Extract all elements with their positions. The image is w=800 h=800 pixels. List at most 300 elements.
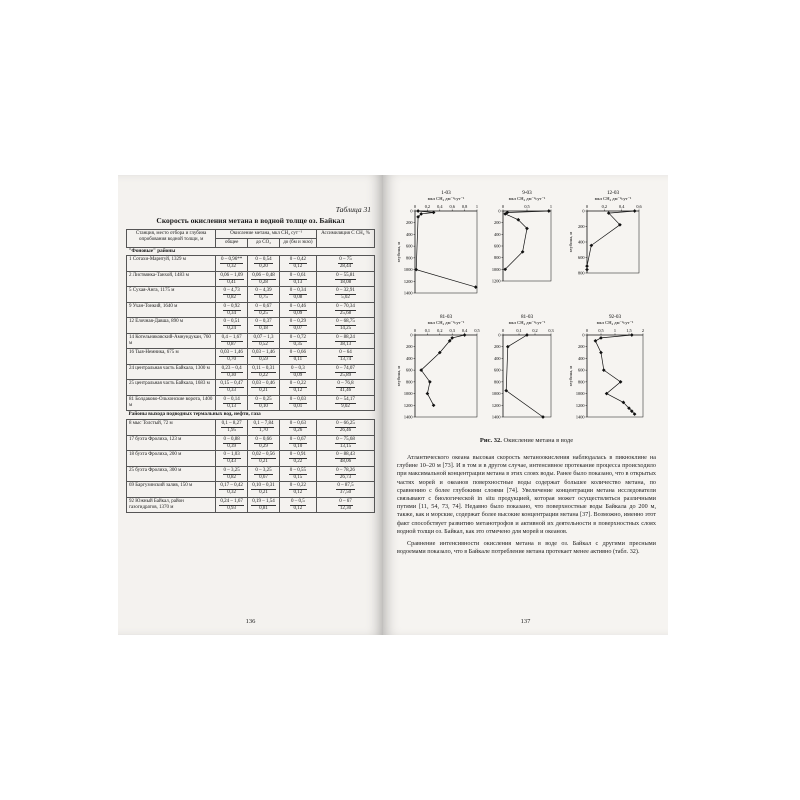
value-fraction <box>252 421 274 434</box>
value-fraction <box>336 483 354 496</box>
y-tick-label: 1400 <box>575 414 585 420</box>
left-page <box>118 175 383 635</box>
value-fraction <box>223 468 241 481</box>
series-line <box>505 211 549 269</box>
x-tick-label: 0,8 <box>461 204 468 209</box>
range-value: 0,03 – 0,46 <box>252 381 275 387</box>
value-fraction <box>335 335 356 348</box>
range-value: 0 – 32,91 <box>336 288 355 294</box>
value-fraction <box>251 366 275 379</box>
value-fraction <box>220 257 243 270</box>
x-tick-label: 0,2 <box>532 328 538 333</box>
section-row <box>127 247 375 256</box>
mean-value: 0,75 <box>259 295 268 301</box>
station-cell: 69 Баргузинский залив, 150 м <box>127 482 216 498</box>
range-value: 0 – 0,96** <box>221 257 243 263</box>
mean-value: 0,12 <box>293 388 303 394</box>
value-fraction <box>219 350 244 363</box>
range-value: 0 – 4,39 <box>255 288 272 294</box>
y-tick-label: 1000 <box>491 391 501 397</box>
cells-cell <box>279 349 316 365</box>
y-tick-label: 0 <box>410 332 413 338</box>
right-page <box>383 175 668 635</box>
depth-profile-charts <box>397 185 656 435</box>
total-cell <box>216 435 248 451</box>
y-axis-label: глубина, м <box>568 365 573 387</box>
station-cell: 25 центральная часть Байкала, 1683 м <box>127 380 216 396</box>
chart-title: 12-03 <box>606 190 620 196</box>
station-cell: 92 Южный Байкал, район газогидратов, 1370 м <box>127 497 216 513</box>
mean-value: 41,46 <box>339 388 352 394</box>
value-fraction <box>251 381 276 394</box>
cells-cell <box>279 271 316 287</box>
co2-cell <box>248 482 280 498</box>
station-cell: 16 Тыя-Немника, 675 м <box>127 349 216 365</box>
value-fraction <box>251 499 276 512</box>
assim-cell <box>316 380 374 396</box>
y-tick-label: 200 <box>494 344 501 350</box>
range-value: 0 – 0,63 <box>289 421 307 427</box>
range-value: 0 – 0,22 <box>289 483 307 489</box>
assim-cell <box>316 256 374 272</box>
cells-cell <box>279 420 316 436</box>
y-tick-label: 400 <box>494 355 501 361</box>
station-cell: 14 Котельниковский-Амнундукан, 760 м <box>127 333 216 349</box>
co2-cell <box>248 466 280 482</box>
station-cell: 18 бухта Фролиха, 200 м <box>127 451 216 467</box>
value-fraction <box>223 452 241 465</box>
mean-value: 0,29 <box>259 443 268 449</box>
range-value: 0,03 – 1,46 <box>252 350 275 356</box>
station-cell: 81 Болдаково-Ольхонские ворота, 1400 м <box>127 395 216 411</box>
y-tick-label: 0 <box>582 332 585 338</box>
mean-value: 0,20 <box>259 264 268 270</box>
station-cell: 12 Елочная-Давша, 890 м <box>127 318 216 334</box>
assim-cell <box>316 395 374 411</box>
mean-value: 0,21 <box>259 388 268 394</box>
y-axis-label: глубина, м <box>568 231 573 253</box>
table-caption: Таблица 31 <box>335 205 371 214</box>
assim-cell <box>316 420 374 436</box>
value-fraction <box>251 350 276 363</box>
total-cell <box>216 482 248 498</box>
chart-unit-label: мкл CH₄ дм⁻³сут⁻¹ <box>427 320 465 325</box>
value-fraction <box>254 397 272 410</box>
y-tick-label: 0 <box>498 208 501 214</box>
range-value: 0 – 68,75 <box>336 319 355 325</box>
mean-value: 9,02 <box>341 403 350 409</box>
mean-value: 12,30 <box>339 505 352 511</box>
table-body <box>127 247 375 513</box>
value-fraction <box>219 273 244 286</box>
value-fraction <box>290 499 306 512</box>
section-row <box>127 411 375 420</box>
x-tick-label: 0,1 <box>516 328 522 333</box>
cells-cell <box>279 318 316 334</box>
range-value: 0 – 0,46 <box>289 303 307 309</box>
value-fraction <box>289 381 307 394</box>
value-fraction <box>251 452 276 465</box>
range-value: 0 – 0,5 <box>291 498 305 504</box>
total-cell <box>216 466 248 482</box>
x-tick-label: 1 <box>613 328 617 333</box>
chart-frame <box>415 211 477 293</box>
mean-value: 1,95 <box>227 428 237 434</box>
table-row <box>127 256 375 272</box>
range-value: 0 – 0,61 <box>289 272 307 278</box>
mean-value: 0,82 <box>227 474 237 480</box>
range-value: 0,06 – 0,48 <box>252 272 275 278</box>
range-value: 0 – 0,51 <box>223 319 240 325</box>
x-tick-label: 1 <box>549 204 553 209</box>
assim-cell <box>316 482 374 498</box>
mean-value: 0,01 <box>293 403 303 409</box>
mean-value: 0,87 <box>227 341 237 347</box>
x-tick-label: 0 <box>413 204 417 209</box>
x-tick-label: 0,1 <box>424 328 431 333</box>
assim-cell <box>316 333 374 349</box>
table-row <box>127 435 375 451</box>
value-fraction <box>223 437 241 450</box>
data-point <box>525 333 529 337</box>
mean-value: 14,25 <box>339 326 352 332</box>
paragraph-1: Атлантического океана высокая скорость метаноокисления наблюдалась в пикноклине на глубине 10–20 м [73]. И в том и в другом случае, интенсивное протекание процесса происходило при максимальной концентрации метана в этих слоях воды. Ранее было показано, что в открытых частях морей и океанов поверхностные воды содержат большее количество метана, по сравнению с более глубокими слоями [74]. Увеличение концентрации метана исследователи связывают с биологической in situ продукцией, которая может осуществляться различными путями [11, 54, 73, 74]. Недавно было показано, что поверхностные воды Байкала до 200 м, также, как и морские, содержат более высокие концентрации метана [37]. Возможно, именно этот факт способствует развитию метанотрофов и активной их деятельности в поверхностных слоях водной толщи оз. Байкал, как это отмечено для морей и океанов. <box>397 454 656 535</box>
co2-cell <box>248 318 280 334</box>
x-tick-label: 0,5 <box>524 204 530 209</box>
assim-cell <box>316 318 374 334</box>
co2-cell <box>248 380 280 396</box>
table-row <box>127 318 375 334</box>
figure-32 <box>397 185 656 435</box>
range-value: 0 – 0,42 <box>289 257 307 263</box>
chart-frame <box>415 335 477 417</box>
y-tick-label: 400 <box>578 355 585 361</box>
mean-value: 13,15 <box>339 443 352 449</box>
value-fraction <box>254 437 272 450</box>
cells-cell <box>279 395 316 411</box>
range-value: 0,19 – 1,54 <box>252 498 275 504</box>
total-cell <box>216 451 248 467</box>
range-value: 0 – 88,24 <box>336 334 355 340</box>
mean-value: 0,22 <box>293 459 303 465</box>
y-tick-label: 1400 <box>491 414 501 420</box>
mean-value: 0,41 <box>227 279 237 285</box>
mean-value: 0,12 <box>293 505 303 511</box>
chart-title: 9-03 <box>522 190 532 196</box>
y-tick-label: 1200 <box>491 402 501 408</box>
y-tick-label: 1400 <box>403 290 413 296</box>
range-value: 0,15 – 0,47 <box>220 381 243 387</box>
y-tick-label: 1000 <box>491 266 501 272</box>
range-value: 0 – 0,67 <box>255 303 272 309</box>
data-point <box>416 209 420 213</box>
mean-value: 25,68 <box>339 310 352 316</box>
y-tick-label: 0 <box>582 208 585 214</box>
mean-value: 0,33 <box>227 388 237 394</box>
mean-value: 0,43 <box>227 459 237 465</box>
x-tick-label: 0 <box>501 204 505 209</box>
range-value: 0 – 88,43 <box>336 452 355 458</box>
co2-cell <box>248 435 280 451</box>
data-point <box>585 268 589 272</box>
range-value: 0 – 0,34 <box>289 288 307 294</box>
assim-cell <box>316 364 374 380</box>
co2-cell <box>248 271 280 287</box>
x-tick-label: 0 <box>585 328 589 333</box>
assim-cell <box>316 271 374 287</box>
series-line <box>587 211 635 270</box>
figure-number: Рис. 32. <box>479 437 502 444</box>
range-value: 0 – 0,92 <box>223 303 240 309</box>
mean-value: 0,35 <box>293 341 303 347</box>
range-value: 0 – 1,03 <box>223 452 240 458</box>
y-tick-label: 800 <box>578 270 585 276</box>
value-fraction <box>254 319 272 332</box>
co2-cell <box>248 364 280 380</box>
mean-value: 0,32 <box>227 490 237 496</box>
mean-value: 0,18 <box>259 326 268 332</box>
mean-value: 25,89 <box>339 372 352 378</box>
value-fraction <box>254 468 272 481</box>
range-value: 0 – 75,68 <box>336 436 355 442</box>
mean-value: 0,70 <box>227 357 237 363</box>
oxidation-group-header: Окисление метана, мкл CH₄ сут⁻¹ <box>216 230 317 239</box>
table-row <box>127 466 375 482</box>
range-value: 0 – 0,54 <box>255 257 272 263</box>
value-fraction <box>289 397 307 410</box>
value-fraction <box>335 437 356 450</box>
chart-unit-label: мкл CH₄ дм⁻³сут⁻¹ <box>508 196 546 201</box>
x-tick-label: 0,5 <box>474 328 480 333</box>
y-tick-label: 400 <box>406 231 413 237</box>
mean-value: 18,08 <box>339 279 352 285</box>
x-tick-label: 0 <box>413 328 417 333</box>
y-tick-label: 600 <box>578 255 585 260</box>
value-fraction <box>223 304 241 317</box>
table-row <box>127 482 375 498</box>
x-tick-label: 1 <box>475 204 479 209</box>
y-tick-label: 200 <box>406 220 413 226</box>
y-tick-label: 600 <box>406 367 413 373</box>
value-fraction <box>335 273 356 286</box>
y-tick-label: 1000 <box>403 391 413 397</box>
co2-cell <box>248 349 280 365</box>
x-tick-label: 0,6 <box>449 204 455 209</box>
x-tick-label: 0,4 <box>437 204 443 209</box>
mean-value: 26,73 <box>339 474 352 480</box>
table-title: Скорость окисления метана в водной толще оз. Байкал <box>156 216 345 225</box>
chart-frame <box>587 335 643 417</box>
chart-unit-label: мкл CH₄ дм⁻³сут⁻¹ <box>596 320 634 325</box>
open-book <box>118 175 668 635</box>
y-tick-label: 0 <box>498 332 501 338</box>
range-value: 0,4 – 1,67 <box>221 334 242 340</box>
y-tick-label: 800 <box>494 255 501 261</box>
cells-cell <box>279 364 316 380</box>
mean-value: 0,13 <box>293 279 303 285</box>
mean-value: 0,59 <box>259 357 268 363</box>
value-fraction <box>335 397 356 410</box>
cells-cell <box>279 435 316 451</box>
range-value: 0,07 – 1,3 <box>253 334 274 340</box>
range-value: 0 – 70,34 <box>336 303 355 309</box>
table-row <box>127 497 375 513</box>
table-row <box>127 302 375 318</box>
value-fraction <box>335 366 356 379</box>
x-tick-label: 0 <box>501 328 505 333</box>
figure-caption <box>397 437 656 444</box>
station-cell: 5 Сухая-Анга, 1175 м <box>127 287 216 303</box>
assimilation-header: Ассимиляция C CH₄ % <box>316 230 374 248</box>
co2-header: до CO₂ <box>248 238 280 247</box>
mean-value: 0,15 <box>293 474 303 480</box>
mean-value: 0,22 <box>259 372 268 378</box>
total-cell <box>216 349 248 365</box>
mean-value: 0,32 <box>227 264 237 270</box>
assim-cell <box>316 466 374 482</box>
station-cell: 17 бухта Фролиха, 123 м <box>127 435 216 451</box>
x-tick-label: 0 <box>585 204 589 209</box>
mean-value: 0,52 <box>259 341 268 347</box>
series-line <box>506 335 543 417</box>
series-line <box>595 335 634 414</box>
range-value: 0,06 – 1,09 <box>220 272 243 278</box>
range-value: 0 – 87,5 <box>337 483 354 489</box>
total-cell <box>216 395 248 411</box>
value-fraction <box>289 437 307 450</box>
mean-value: 0,21 <box>259 459 268 465</box>
data-point <box>599 336 603 340</box>
value-fraction <box>254 304 272 317</box>
value-fraction <box>289 452 307 465</box>
range-value: 0 – 0,37 <box>255 319 272 325</box>
range-value: 0,03 – 1,46 <box>220 350 243 356</box>
assim-cell <box>316 451 374 467</box>
range-value: 0,1 – 8,27 <box>221 421 242 427</box>
data-point <box>547 209 551 213</box>
value-fraction <box>289 304 307 317</box>
mean-value: 0,12 <box>293 264 303 270</box>
range-value: 0 – 78,26 <box>336 467 355 473</box>
table-row <box>127 380 375 396</box>
chart-unit-label: мкл CH₄ дм⁻³сут⁻¹ <box>427 196 465 201</box>
co2-cell <box>248 333 280 349</box>
x-tick-label: 0,5 <box>598 328 604 333</box>
range-value: 0 – 76,8 <box>337 381 354 387</box>
range-value: 0,02 – 0,56 <box>252 452 275 458</box>
y-tick-label: 1000 <box>575 391 585 397</box>
mean-value: 0,10 <box>293 443 303 449</box>
range-value: 0 – 54,17 <box>336 396 355 402</box>
y-tick-label: 1200 <box>491 278 501 284</box>
cells-cell <box>279 287 316 303</box>
range-value: 0 – 4,73 <box>223 288 240 294</box>
paragraph-2: Сравнение интенсивности окисления метана в воде оз. Байкал с другими пресными водоемами показало, что в Байкале потребление метана протекает менее активно (табл. 32). <box>397 539 656 556</box>
mean-value: 0,81 <box>259 505 268 511</box>
x-tick-label: 0,3 <box>548 328 554 333</box>
page-number-right: 137 <box>520 618 531 625</box>
cells-cell <box>279 302 316 318</box>
value-fraction <box>335 421 356 434</box>
figure-caption-text: Окисление метана в воде <box>503 437 574 444</box>
value-fraction <box>335 468 356 481</box>
assim-cell <box>316 435 374 451</box>
x-tick-label: 0,4 <box>618 204 625 209</box>
mean-value: 26,46 <box>339 428 352 434</box>
data-point <box>426 392 430 396</box>
table-row <box>127 287 375 303</box>
range-value: 0 – 3,25 <box>223 467 240 473</box>
data-point <box>432 403 436 407</box>
value-fraction <box>219 381 244 394</box>
range-value: 0 – 66,25 <box>336 421 355 427</box>
value-fraction <box>338 350 353 363</box>
mean-value: 1,70 <box>259 428 268 434</box>
value-fraction <box>219 483 244 496</box>
table-row <box>127 271 375 287</box>
mean-value: 0,08 <box>293 295 303 301</box>
mean-value: 0,21 <box>259 490 268 496</box>
y-tick-label: 400 <box>494 231 501 237</box>
x-tick-label: 0,4 <box>461 328 468 333</box>
co2-cell <box>248 256 280 272</box>
mean-value: 0,34 <box>227 310 237 316</box>
y-tick-label: 1200 <box>403 278 413 284</box>
cells-cell <box>279 333 316 349</box>
chart-unit-label: мкл CH₄ дм⁻³сут⁻¹ <box>508 320 546 325</box>
value-fraction <box>219 499 244 512</box>
assim-cell <box>316 497 374 513</box>
assim-cell <box>316 349 374 365</box>
mean-value: 0,25 <box>259 310 268 316</box>
value-fraction <box>221 335 243 348</box>
range-value: 0 – 0,14 <box>223 396 240 402</box>
y-tick-label: 800 <box>494 379 501 385</box>
mean-value: 0,24 <box>227 326 237 332</box>
range-value: 0,1 – 7,84 <box>253 421 274 427</box>
range-value: 0 – 0,66 <box>289 350 307 356</box>
range-value: 0 – 0,3 <box>291 365 305 371</box>
co2-cell <box>248 451 280 467</box>
mean-value: 28,44 <box>339 264 352 270</box>
value-fraction <box>338 257 353 270</box>
y-tick-label: 1200 <box>403 402 413 408</box>
total-cell <box>216 287 248 303</box>
y-tick-label: 200 <box>578 224 585 229</box>
x-tick-label: 0,2 <box>601 204 608 209</box>
range-value: 0,24 – 1,67 <box>220 498 243 504</box>
total-header: общее <box>216 238 248 247</box>
station-header: Станция, место отбора и глубина опробования водной толщи, м <box>127 230 216 248</box>
mean-value: 0,10 <box>259 403 268 409</box>
value-fraction <box>289 273 307 286</box>
total-cell <box>216 497 248 513</box>
mean-value: 0,12 <box>293 490 303 496</box>
mean-value: 48,06 <box>339 459 352 465</box>
value-fraction <box>338 499 353 512</box>
cells-cell <box>279 380 316 396</box>
mean-value: 0,13 <box>227 403 237 409</box>
value-fraction <box>251 273 276 286</box>
mean-value: 0,93 <box>227 505 237 511</box>
table-row <box>127 420 375 436</box>
mean-value: 0,26 <box>293 428 303 434</box>
value-fraction <box>223 288 241 301</box>
total-cell <box>216 318 248 334</box>
table-row <box>127 349 375 365</box>
range-value: 0 – 0,66 <box>255 436 272 442</box>
x-tick-label: 0,6 <box>636 204 642 209</box>
